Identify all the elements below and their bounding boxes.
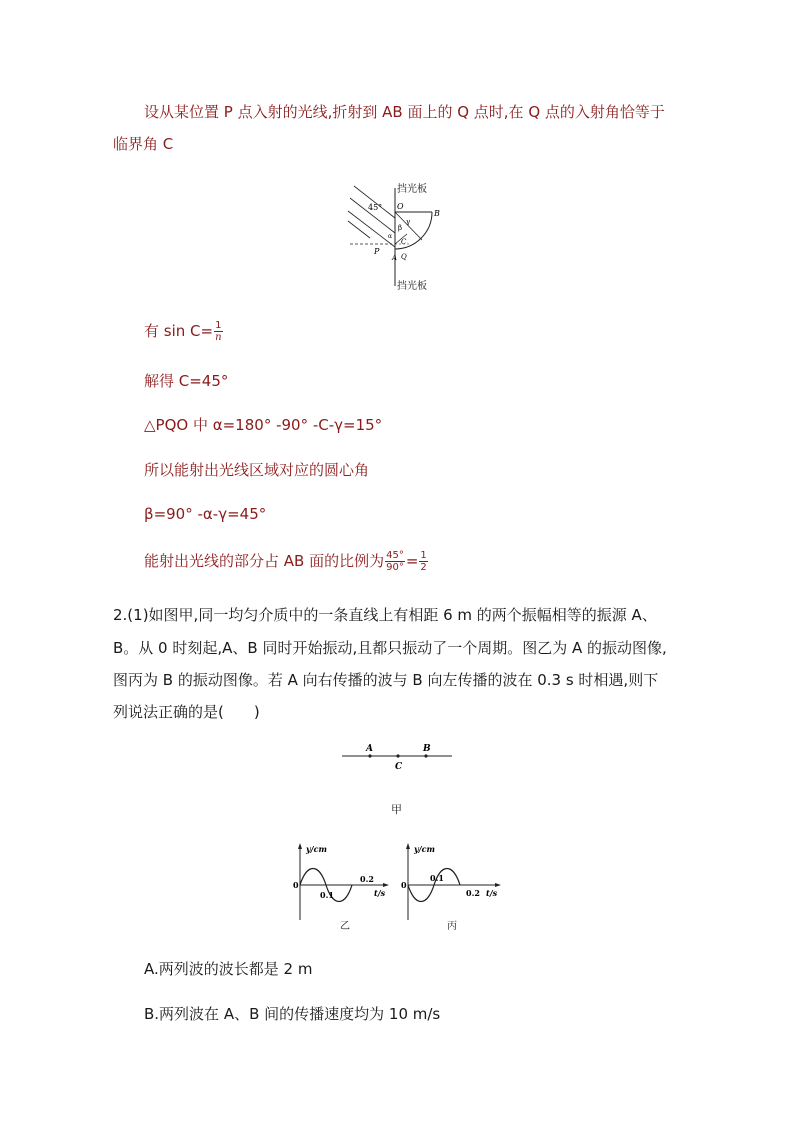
optics-diagram — [340, 178, 450, 288]
fig-jia-caption: 甲 — [391, 803, 402, 816]
graph-bing-tick1: 0.1 — [430, 873, 444, 883]
eq6-right-denominator: 2 — [420, 562, 427, 573]
eq1-fraction — [214, 320, 222, 343]
graph-yi-origin: 0 — [293, 880, 299, 890]
eq1 — [144, 320, 224, 343]
eq6-right-numerator: 1 — [420, 550, 427, 561]
graph-yi-tick2: 0.2 — [360, 874, 374, 884]
eq1-numerator: 1 — [215, 320, 222, 331]
graph-bing — [398, 840, 506, 925]
graph-bing-caption: 丙 — [447, 921, 457, 932]
fig1-label-gamma: γ — [406, 218, 411, 226]
fig1-bottom-baffle-label: 挡光板 — [397, 281, 427, 292]
graph-yi — [290, 840, 390, 925]
eq5: β=90° -α-γ=45° — [144, 505, 267, 523]
fig-jia-label-A: A — [366, 744, 373, 754]
fig1-top-baffle-label: 挡光板 — [397, 184, 427, 195]
graph-bing-x-label: t/s — [486, 888, 498, 898]
graph-yi-tick1: 0.1 — [320, 890, 334, 900]
option-a: A.两列波的波长都是 2 m — [144, 960, 313, 978]
option-b: B.两列波在 A、B 间的传播速度均为 10 m/s — [144, 1005, 441, 1023]
graph-bing-origin: 0 — [401, 880, 407, 890]
eq6-equals: = — [405, 552, 419, 570]
figure-jia — [338, 738, 458, 772]
eq4: 所以能射出光线区域对应的圆心角 — [144, 461, 370, 479]
graph-yi-y-label: y/cm — [306, 844, 327, 854]
solution-intro-line2: 临界角 C — [113, 135, 174, 153]
question-line1: 2.(1)如图甲,同一均匀介质中的一条直线上有相距 6 m 的两个振幅相等的振源 A、 — [113, 606, 657, 624]
eq6-prefix: 能射出光线的部分占 AB 面的比例为 — [144, 552, 385, 570]
eq6-left-denominator: 90° — [386, 562, 404, 573]
solution-intro-line1: 设从某位置 P 点入射的光线,折射到 AB 面上的 Q 点时,在 Q 点的入射角恰等于 — [144, 103, 665, 121]
eq1-denominator: n — [215, 332, 222, 343]
fig-jia-label-B: B — [423, 744, 431, 754]
fig1-label-Q: Q — [401, 253, 407, 261]
fig1-angle-label: 45° — [368, 203, 383, 212]
eq6-left-numerator: 45° — [386, 550, 404, 561]
fig1-label-beta: β — [398, 224, 403, 232]
eq6-fraction-right — [419, 550, 427, 573]
question-line2: B。从 0 时刻起,A、B 同时开始振动,且都只振动了一个周期。图乙为 A 的振动图像, — [113, 639, 667, 657]
fig1-label-alpha: α — [388, 233, 393, 240]
fig1-label-C: C — [401, 238, 407, 246]
eq6-fraction-left — [385, 550, 405, 573]
fig1-label-B: B — [434, 209, 440, 218]
eq2: 解得 C=45° — [144, 372, 229, 390]
graph-yi-x-label: t/s — [374, 888, 386, 898]
eq6 — [144, 550, 429, 573]
question-line3: 图丙为 B 的振动图像。若 A 向右传播的波与 B 向左传播的波在 0.3 s 时相遇,则下 — [113, 671, 659, 689]
fig-jia-label-C: C — [395, 762, 403, 772]
graph-bing-y-label: y/cm — [414, 844, 435, 854]
eq3: △PQO 中 α=180° -90° -C-γ=15° — [144, 416, 383, 434]
fig1-label-P: P — [374, 247, 380, 256]
eq1-prefix: 有 sin C= — [144, 322, 214, 340]
question-line4: 列说法正确的是( ) — [113, 703, 260, 721]
graph-bing-tick2: 0.2 — [466, 888, 480, 898]
fig1-label-A: A — [392, 254, 398, 262]
fig1-label-O: O — [397, 202, 404, 211]
graph-yi-caption: 乙 — [340, 921, 350, 932]
